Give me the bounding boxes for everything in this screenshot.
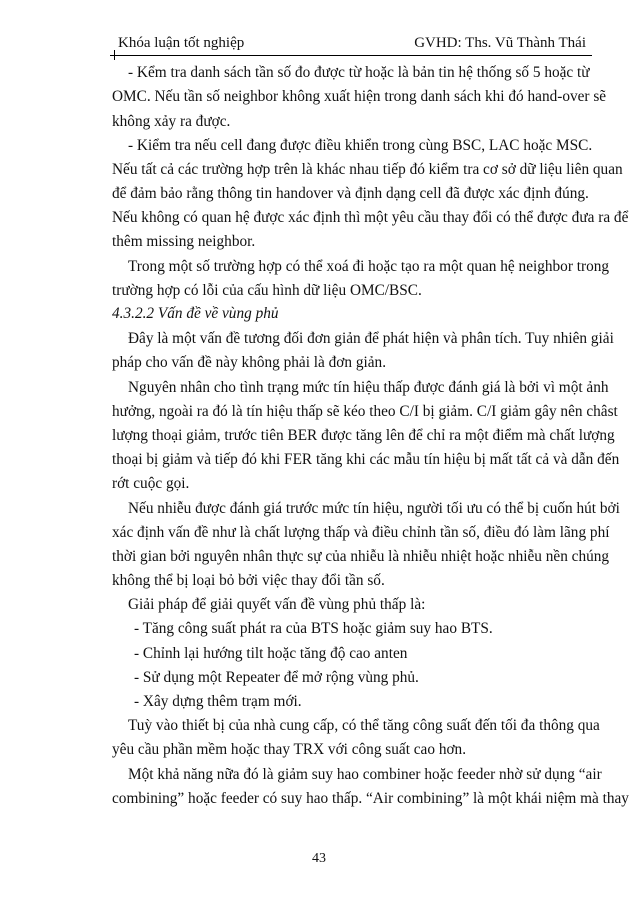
- page-number: 43: [312, 851, 326, 866]
- body-line: lượng thoại giảm, trước tiên BER được tăng lên để chỉ ra một điểm mà chất lượng: [112, 427, 615, 444]
- header-thesis-title: Khóa luận tốt nghiệp: [118, 35, 245, 51]
- body-line: để đảm bảo rằng thông tin handover và định dạng cell đã được xác định đúng.: [112, 185, 589, 202]
- body-line: pháp cho vấn đề này không phải là đơn giản.: [112, 354, 387, 371]
- body-line: - Kiểm tra nếu cell đang được điều khiển trong cùng BSC, LAC hoặc MSC.: [128, 137, 593, 154]
- body-line: không xảy ra được.: [112, 113, 231, 130]
- body-line: rớt cuộc gọi.: [112, 475, 190, 492]
- body-line: thêm missing neighbor.: [112, 233, 256, 250]
- body-line: Nếu không có quan hệ được xác định thì một yêu cầu thay đổi có thể được đưa ra để: [112, 209, 629, 226]
- body-line: Nguyên nhân cho tình trạng mức tín hiệu thấp được đánh giá là bởi vì một ảnh: [128, 379, 609, 396]
- header-supervisor: GVHD: Ths. Vũ Thành Thái: [414, 35, 586, 51]
- body-line: Nếu tất cả các trường hợp trên là khác nhau tiếp đó kiểm tra cơ sở dữ liệu liên quan: [112, 161, 623, 178]
- body-line: Trong một số trường hợp có thể xoá đi hoặc tạo ra một quan hệ neighbor trong: [128, 258, 610, 275]
- bullet-item: - Tăng công suất phát ra của BTS hoặc giảm suy hao BTS.: [134, 620, 493, 637]
- body-line: OMC. Nếu tần số neighbor không xuất hiện trong danh sách khi đó hand-over sẽ: [112, 88, 607, 105]
- bullet-item: - Chỉnh lại hướng tilt hoặc tăng độ cao anten: [134, 645, 408, 662]
- body-line: Giải pháp để giải quyết vấn đề vùng phủ thấp là:: [128, 596, 426, 613]
- body-line: không thể bị loại bỏ bởi việc thay đổi tần số.: [112, 572, 385, 589]
- body-line: - Kểm tra danh sách tần số đo được từ hoặc là bản tin hệ thống số 5 hoặc từ: [128, 64, 590, 81]
- body-line: combining” hoặc feeder có suy hao thấp. “Air combining” là một khái niệm mà thay: [112, 790, 629, 807]
- section-heading: 4.3.2.2 Vấn đề về vùng phủ: [112, 305, 279, 322]
- body-line: yêu cầu phần mềm hoặc thay TRX với công suất cao hơn.: [112, 741, 467, 758]
- body-line: xác định vấn đề như là chất lượng thấp và điều chỉnh tần số, điều đó làm lãng phí: [112, 524, 610, 541]
- body-line: Một khả năng nữa đó là giảm suy hao combiner hoặc feeder nhờ sử dụng “air: [128, 766, 602, 783]
- body-line: Tuỳ vào thiết bị của nhà cung cấp, có thể tăng công suất đến tối đa thông qua: [128, 717, 600, 734]
- bullet-item: - Sử dụng một Repeater để mở rộng vùng phủ.: [134, 669, 419, 686]
- body-line: Nếu nhiễu được đánh giá trước mức tín hiệu, người tối ưu có thể bị cuốn hút bởi: [128, 500, 620, 517]
- body-line: Đây là một vấn đề tương đối đơn giản để phát hiện và phân tích. Tuy nhiên giải: [128, 330, 614, 347]
- body-line: thoại bị giảm và tiếp đó khi FER tăng khi các mẫu tín hiệu bị mất tất cả và dẫn đến: [112, 451, 620, 468]
- bullet-item: - Xây dựng thêm trạm mới.: [134, 693, 302, 710]
- body-line: hưởng, ngoài ra đó là tín hiệu thấp sẽ kéo theo C/I bị giảm. C/I giảm gây nên châst: [112, 403, 618, 420]
- body-line: trường hợp có lỗi của cấu hình dữ liệu OMC/BSC.: [112, 282, 422, 299]
- body-line: thời gian bởi nguyên nhân thực sự của nhiễu là nhiễu nhiệt hoặc nhiễu nền chúng: [112, 548, 610, 565]
